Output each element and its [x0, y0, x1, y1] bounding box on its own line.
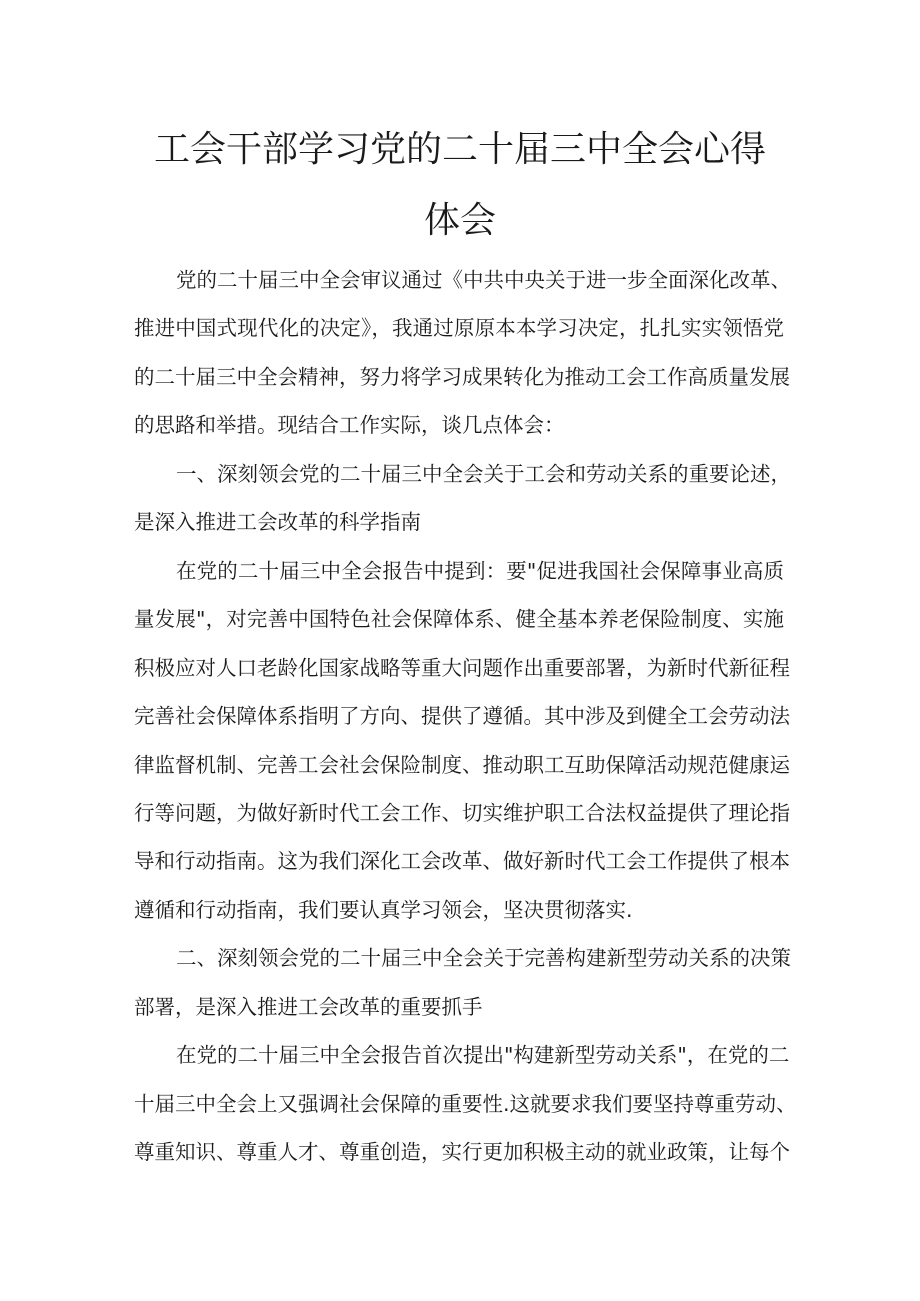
paragraph-line: 在党的二十届三中全会报告首次提出"构建新型劳动关系"，在党的二: [176, 1043, 790, 1067]
paragraph-line: 推进中国式现代化的决定》，我通过原原本本学习决定，扎扎实实领悟党: [134, 316, 784, 340]
paragraph-line: 完善社会保障体系指明了方向、提供了遵循。其中涉及到健全工会劳动法: [134, 704, 790, 728]
paragraph-line: 行等问题，为做好新时代工会工作、切实维护职工合法权益提供了理论指: [134, 801, 790, 825]
paragraph-line: 导和行动指南。这为我们深化工会改革、做好新时代工会工作提供了根本: [134, 849, 790, 873]
section-heading-line: 二、深刻领会党的二十届三中全会关于完善构建新型劳动关系的决策: [176, 946, 791, 970]
paragraph-line: 党的二十届三中全会审议通过《中共中央关于进一步全面深化改革、: [176, 268, 791, 292]
paragraph-line: 律监督机制、完善工会社会保险制度、推动职工互助保障活动规范健康运: [134, 753, 790, 777]
paragraph-line: 尊重知识、尊重人才、尊重创造，实行更加积极主动的就业政策，让每个: [134, 1140, 790, 1164]
section-heading-line: 部署，是深入推进工会改革的重要抓手: [134, 995, 483, 1019]
paragraph-line: 遵循和行动指南，我们要认真学习领会，坚决贯彻落实.: [134, 898, 633, 922]
section-heading-line: 是深入推进工会改革的科学指南: [134, 510, 421, 534]
section-heading-line: 一、深刻领会党的二十届三中全会关于工会和劳动关系的重要论述，: [176, 462, 791, 486]
paragraph-line: 的二十届三中全会精神，努力将学习成果转化为推动工会工作高质量发展: [134, 365, 790, 389]
paragraph-line: 的思路和举措。现结合工作实际，谈几点体会：: [134, 413, 565, 437]
paragraph-line: 在党的二十届三中全会报告中提到：要"促进我国社会保障事业高质: [176, 559, 784, 583]
paragraph-line: 十届三中全会上又强调社会保障的重要性.这就要求我们要坚持尊重劳动、: [134, 1092, 797, 1116]
paragraph-line: 量发展"，对完善中国特色社会保障体系、健全基本养老保险制度、实施: [134, 607, 784, 631]
paragraph-line: 积极应对人口老龄化国家战略等重大问题作出重要部署，为新时代新征程: [134, 656, 790, 680]
document-title-line-2: 体会: [423, 200, 496, 241]
document-title-line-1: 工会干部学习党的二十届三中全会心得: [153, 129, 766, 170]
